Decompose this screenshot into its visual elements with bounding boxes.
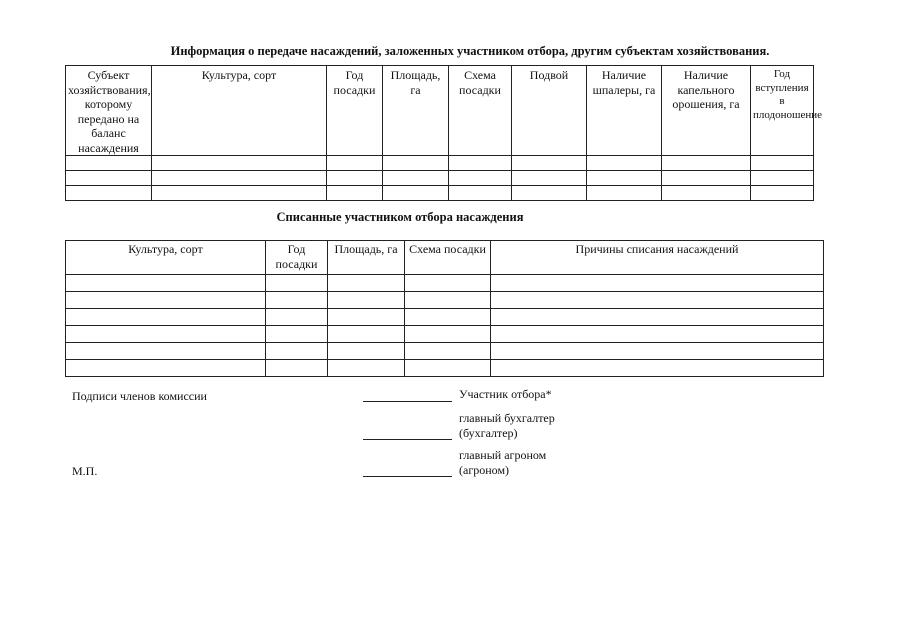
written-off-table-cell[interactable]	[405, 275, 491, 292]
written-off-table-cell[interactable]	[491, 343, 824, 360]
written-off-table-cell[interactable]	[266, 275, 328, 292]
transfer-table-cell[interactable]	[383, 156, 449, 171]
participant-signature-line[interactable]	[363, 401, 452, 402]
written-off-table-cell[interactable]	[405, 360, 491, 377]
transfer-table-cell[interactable]	[751, 156, 814, 171]
agronomist-signature-line[interactable]	[363, 476, 452, 477]
written-off-table-cell[interactable]	[328, 343, 405, 360]
written-off-table-row	[66, 309, 824, 326]
agronomist-label-line2: (агроном)	[459, 463, 510, 477]
header-write-off-reasons: Причины списания насаждений	[491, 241, 824, 275]
transfer-table-row	[66, 156, 814, 171]
header-culture-variety: Культура, сорт	[152, 66, 327, 156]
written-off-table-cell[interactable]	[66, 275, 266, 292]
written-off-table-cell[interactable]	[491, 326, 824, 343]
transfer-table-cell[interactable]	[449, 171, 512, 186]
transfer-table-cell[interactable]	[751, 186, 814, 201]
written-off-table-cell[interactable]	[328, 275, 405, 292]
transfer-table-cell[interactable]	[512, 171, 587, 186]
commission-signatures-label: Подписи членов комиссии	[72, 389, 207, 403]
written-off-table-cell[interactable]	[266, 292, 328, 309]
written-off-table-cell[interactable]	[491, 275, 824, 292]
agronomist-label-line1: главный агроном	[459, 448, 547, 462]
header-area: Площадь, га	[328, 241, 405, 275]
accountant-signature-line[interactable]	[363, 439, 452, 440]
written-off-table-cell[interactable]	[491, 292, 824, 309]
written-off-table-cell[interactable]	[66, 326, 266, 343]
transfer-table-cell[interactable]	[152, 171, 327, 186]
transfer-table-title: Информация о передаче насаждений, заложенных участником отбора, другим субъектам хозяйствования.	[170, 44, 770, 58]
written-off-table-cell[interactable]	[405, 292, 491, 309]
written-off-table-header-row	[66, 241, 824, 275]
transfer-table-cell[interactable]	[383, 186, 449, 201]
written-off-table-cell[interactable]	[66, 292, 266, 309]
transfer-table-cell[interactable]	[66, 171, 152, 186]
transfer-table-cell[interactable]	[512, 156, 587, 171]
transfer-table-cell[interactable]	[587, 186, 662, 201]
header-fruiting-year: Год вступления в плодоношение	[751, 66, 814, 156]
transfer-table-cell[interactable]	[587, 156, 662, 171]
header-area: Площадь, га	[383, 66, 449, 156]
transfer-table-cell[interactable]	[327, 171, 383, 186]
written-off-table	[65, 240, 824, 377]
written-off-table-cell[interactable]	[405, 326, 491, 343]
transfer-table-cell[interactable]	[66, 156, 152, 171]
written-off-table-cell[interactable]	[66, 343, 266, 360]
written-off-table-cell[interactable]	[328, 292, 405, 309]
transfer-table-cell[interactable]	[152, 186, 327, 201]
written-off-table-title: Списанные участником отбора насаждения	[276, 210, 524, 224]
header-rootstock: Подвой	[512, 66, 587, 156]
written-off-table-cell[interactable]	[328, 360, 405, 377]
transfer-table-cell[interactable]	[512, 186, 587, 201]
written-off-table-cell[interactable]	[328, 309, 405, 326]
transfer-table-cell[interactable]	[587, 171, 662, 186]
written-off-table-cell[interactable]	[266, 309, 328, 326]
transfer-table-cell[interactable]	[327, 186, 383, 201]
transfer-table-cell[interactable]	[327, 156, 383, 171]
transfer-table-row	[66, 171, 814, 186]
written-off-table-cell[interactable]	[266, 360, 328, 377]
participant-label: Участник отбора*	[459, 387, 552, 401]
header-planting-scheme: Схема посадки	[449, 66, 512, 156]
header-drip-irrigation: Наличие капельного орошения, га	[662, 66, 751, 156]
header-subject: Субъект хозяйствования, которому передано на баланс насаждения	[66, 66, 152, 156]
transfer-table-cell[interactable]	[383, 171, 449, 186]
transfer-table-cell[interactable]	[449, 156, 512, 171]
transfer-table	[65, 65, 823, 201]
transfer-table-cell[interactable]	[152, 156, 327, 171]
written-off-table-cell[interactable]	[66, 360, 266, 377]
transfer-table-cell[interactable]	[662, 171, 751, 186]
written-off-table-cell[interactable]	[266, 343, 328, 360]
transfer-table-cell[interactable]	[751, 171, 814, 186]
written-off-table-cell[interactable]	[328, 326, 405, 343]
header-planting-year: Год посадки	[327, 66, 383, 156]
transfer-table-cell[interactable]	[66, 186, 152, 201]
header-planting-year: Год посадки	[266, 241, 328, 275]
header-culture-variety: Культура, сорт	[66, 241, 266, 275]
stamp-label: М.П.	[72, 464, 98, 478]
written-off-table-cell[interactable]	[491, 309, 824, 326]
written-off-table-row	[66, 343, 824, 360]
transfer-table-cell[interactable]	[449, 186, 512, 201]
written-off-table-cell[interactable]	[66, 309, 266, 326]
written-off-table-row	[66, 292, 824, 309]
written-off-table-cell[interactable]	[405, 343, 491, 360]
accountant-label-line2: (бухгалтер)	[459, 426, 518, 440]
written-off-table-row	[66, 360, 824, 377]
written-off-table-cell[interactable]	[266, 326, 328, 343]
written-off-table-row	[66, 326, 824, 343]
written-off-table-cell[interactable]	[491, 360, 824, 377]
written-off-table-row	[66, 275, 824, 292]
written-off-table-cell[interactable]	[405, 309, 491, 326]
transfer-table-cell[interactable]	[662, 156, 751, 171]
transfer-table-cell[interactable]	[662, 186, 751, 201]
header-planting-scheme: Схема посадки	[405, 241, 491, 275]
accountant-label-line1: главный бухгалтер	[459, 411, 555, 425]
transfer-table-row	[66, 186, 814, 201]
header-trellis: Наличие шпалеры, га	[587, 66, 662, 156]
transfer-table-header-row	[66, 66, 814, 156]
